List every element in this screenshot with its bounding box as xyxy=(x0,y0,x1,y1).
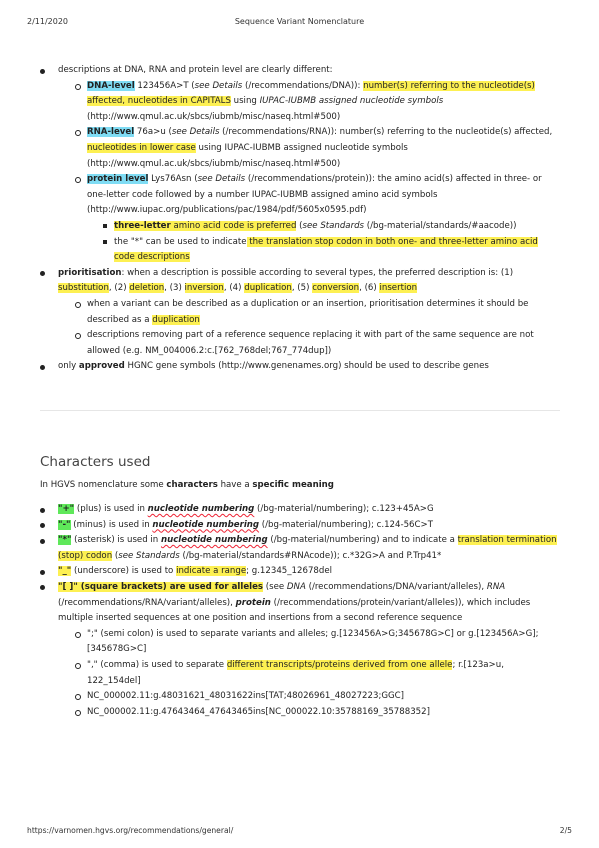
protein-level-label: protein level xyxy=(87,174,149,185)
underscore-item: "_" (underscore) is used to indicate a range; g.12345_12678del xyxy=(40,564,560,580)
list-item: NC_000002.11:g.47643464_47643465ins[NC_000022.10:35788169_35788352] xyxy=(75,705,560,721)
print-title: Sequence Variant Nomenclature xyxy=(234,17,365,26)
list-item: NC_000002.11:g.48031621_48031622ins[TAT;48026961_48027223;GGC] xyxy=(75,689,560,705)
levels-section xyxy=(40,63,560,375)
list-item: "," (comma) is used to separate different transcripts/proteins derived from one allele; r.[123a>u, 122_154del] xyxy=(75,658,560,689)
list-item: the "*" can be used to indicate the translation stop codon in both one- and three-letter amino acid code descriptions xyxy=(103,235,560,266)
see-details-link[interactable]: see Details xyxy=(197,174,246,185)
prioritisation-item: prioritisation: when a description is possible according to several types, the preferred description is: (1) substitution, (2) deletion, (3) inversion, (4) duplication, (5) conversion, (6) insertion when a variant can be described as a duplication or an insertion, prioritisation determines it should be described as a duplication descriptions removing part of a reference sequence replacing it with part of the same sequence are not allowed (e.g. NM_004006.2:c.[762_768del;767_774dup]) xyxy=(40,266,560,360)
protein-level-item: protein level Lys76Asn (see Details (/recommendations/protein)): the amino acid(s) affected in three- or one-letter code followed by a number IUPAC-IUBMB assigned amino acid symbols (http://www.iupac.org/publications/pac/1984/pdf/5605x0595.pdf) three-letter amino acid code is preferred (see Standards (/bg-material/standards/#aacode)) the "*" can be used to indicate the translation stop codon in both one- and three-letter amino acid code descriptions xyxy=(75,172,560,266)
list-item: three-letter amino acid code is preferred (see Standards (/bg-material/standards/#aacode)) xyxy=(103,219,560,235)
iupac-link[interactable]: IUPAC-IUBMB assigned nucleotide symbols xyxy=(259,96,444,107)
minus-item: "-" (minus) is used in nucleotide numbering (/bg-material/numbering); c.124-56C>T xyxy=(40,518,560,534)
numbering-link[interactable]: nucleotide numbering xyxy=(160,535,268,546)
list-item: ";" (semi colon) is used to separate variants and alleles; g.[123456A>G;345678G>C] or g.[123456A>G];[345678G>C] xyxy=(75,627,560,658)
brackets-item: "[ ]" (square brackets) are used for alleles (see DNA (/recommendations/DNA/variant/alleles), RNA (/recommendations/RNA/variant/alleles), protein (/recommendations/protein/variant/alleles)), which includes multiple inserted sequences at one position and insertions from a second reference sequence ";" (semi colon) is used to separate variants and alleles; g.[123456A>G;345678G>C] or g.[123456A>G];[345678G>C] "," (comma) is used to separate different transcripts/proteins derived from one allele; r.[123a>u, 122_154del] NC_000002.11:g.48031621_48031622ins[TAT;48026961_48027223;GGC] NC_000002.11:g.47643464_47643465ins[NC_000022.10:35788169_35788352] xyxy=(40,580,560,720)
list-item: descriptions removing part of a reference sequence replacing it with part of the same sequence are not allowed (e.g. NM_004006.2:c.[762_768del;767_774dup]) xyxy=(75,328,560,359)
list-item: when a variant can be described as a duplication or an insertion, prioritisation determines it should be described as a duplication xyxy=(75,297,560,328)
section-heading: Characters used xyxy=(40,454,151,470)
see-details-link[interactable]: see Details xyxy=(194,80,243,91)
see-standards-link[interactable]: see Standards xyxy=(302,220,365,231)
dna-level-label: DNA-level xyxy=(87,80,135,91)
section-intro: In HGVS nomenclature some characters have a specific meaning xyxy=(40,480,334,490)
protein-link[interactable]: protein xyxy=(235,597,271,608)
see-details-link[interactable]: see Details xyxy=(171,127,220,138)
asterisk-item: "*" (asterisk) is used in nucleotide numbering (/bg-material/numbering) and to indicate a translation termination (stop) codon (see Standards (/bg-material/standards#RNAcode)); c.*32G>A and P.Trp41* xyxy=(40,533,560,564)
page-url: https://varnomen.hgvs.org/recommendations/general/ xyxy=(27,826,234,835)
print-date: 2/11/2020 xyxy=(27,17,69,26)
dna-level-item: DNA-level 123456A>T (see Details (/recommendations/DNA)): number(s) referring to the nucleotide(s) affected, nucleotides in CAPITALS using IUPAC-IUBMB assigned nucleotide symbols (http://www.qmul.ac.uk/sbcs/iubmb/misc/naseq.html#500) xyxy=(75,79,560,126)
numbering-link[interactable]: nucleotide numbering xyxy=(152,519,260,530)
numbering-link[interactable]: nucleotide numbering xyxy=(147,504,255,514)
characters-section xyxy=(40,502,560,720)
see-standards-link[interactable]: see Standards xyxy=(118,550,180,561)
section-divider xyxy=(40,410,560,411)
page-number: 2/5 xyxy=(559,826,572,835)
plus-item: "+" (plus) is used in nucleotide numbering (/bg-material/numbering); c.123+45A>G xyxy=(40,502,560,518)
list-item: descriptions at DNA, RNA and protein level are clearly different: DNA-level 123456A>T (see Details (/recommendations/DNA)): number(s) referring to the nucleotide(s) affected, nucleotides in CAPITALS using IUPAC-IUBMB assigned nucleotide symbols (http://www.qmul.ac.uk/sbcs/iubmb/misc/naseq.html#500) RNA-level 76a>u (see Details (/recommendations/RNA)): number(s) referring to the nucleotide(s) affected, nucleotides in lower case using IUPAC-IUBMB assigned nucleotide symbols (http://www.qmul.ac.uk/sbcs/iubmb/misc/naseq.html#500) protein level Lys76Asn (see Details (/recommendations/protein)): the amino acid(s) affected in three- or one-letter code followed by a number IUPAC-IUBMB assigned amino acid symbols (http://www.iupac.org/publications/pac/1984/pdf/5605x0595.pdf) three-letter amino acid code is preferred (see Standards (/bg-material/standards/#aacode)) the "*" can be used to indicate the translation stop codon in both one- and three-letter amino acid code descriptions xyxy=(40,63,560,266)
rna-level-item: RNA-level 76a>u (see Details (/recommendations/RNA)): number(s) referring to the nucleotide(s) affected, nucleotides in lower case using IUPAC-IUBMB assigned nucleotide symbols (http://www.qmul.ac.uk/sbcs/iubmb/misc/naseq.html#500) xyxy=(75,125,560,172)
approved-item: only approved HGNC gene symbols (http://www.genenames.org) should be used to describe genes xyxy=(40,359,560,375)
dna-link[interactable]: DNA xyxy=(286,581,306,592)
rna-level-label: RNA-level xyxy=(87,127,135,138)
rna-link[interactable]: RNA xyxy=(486,581,506,592)
